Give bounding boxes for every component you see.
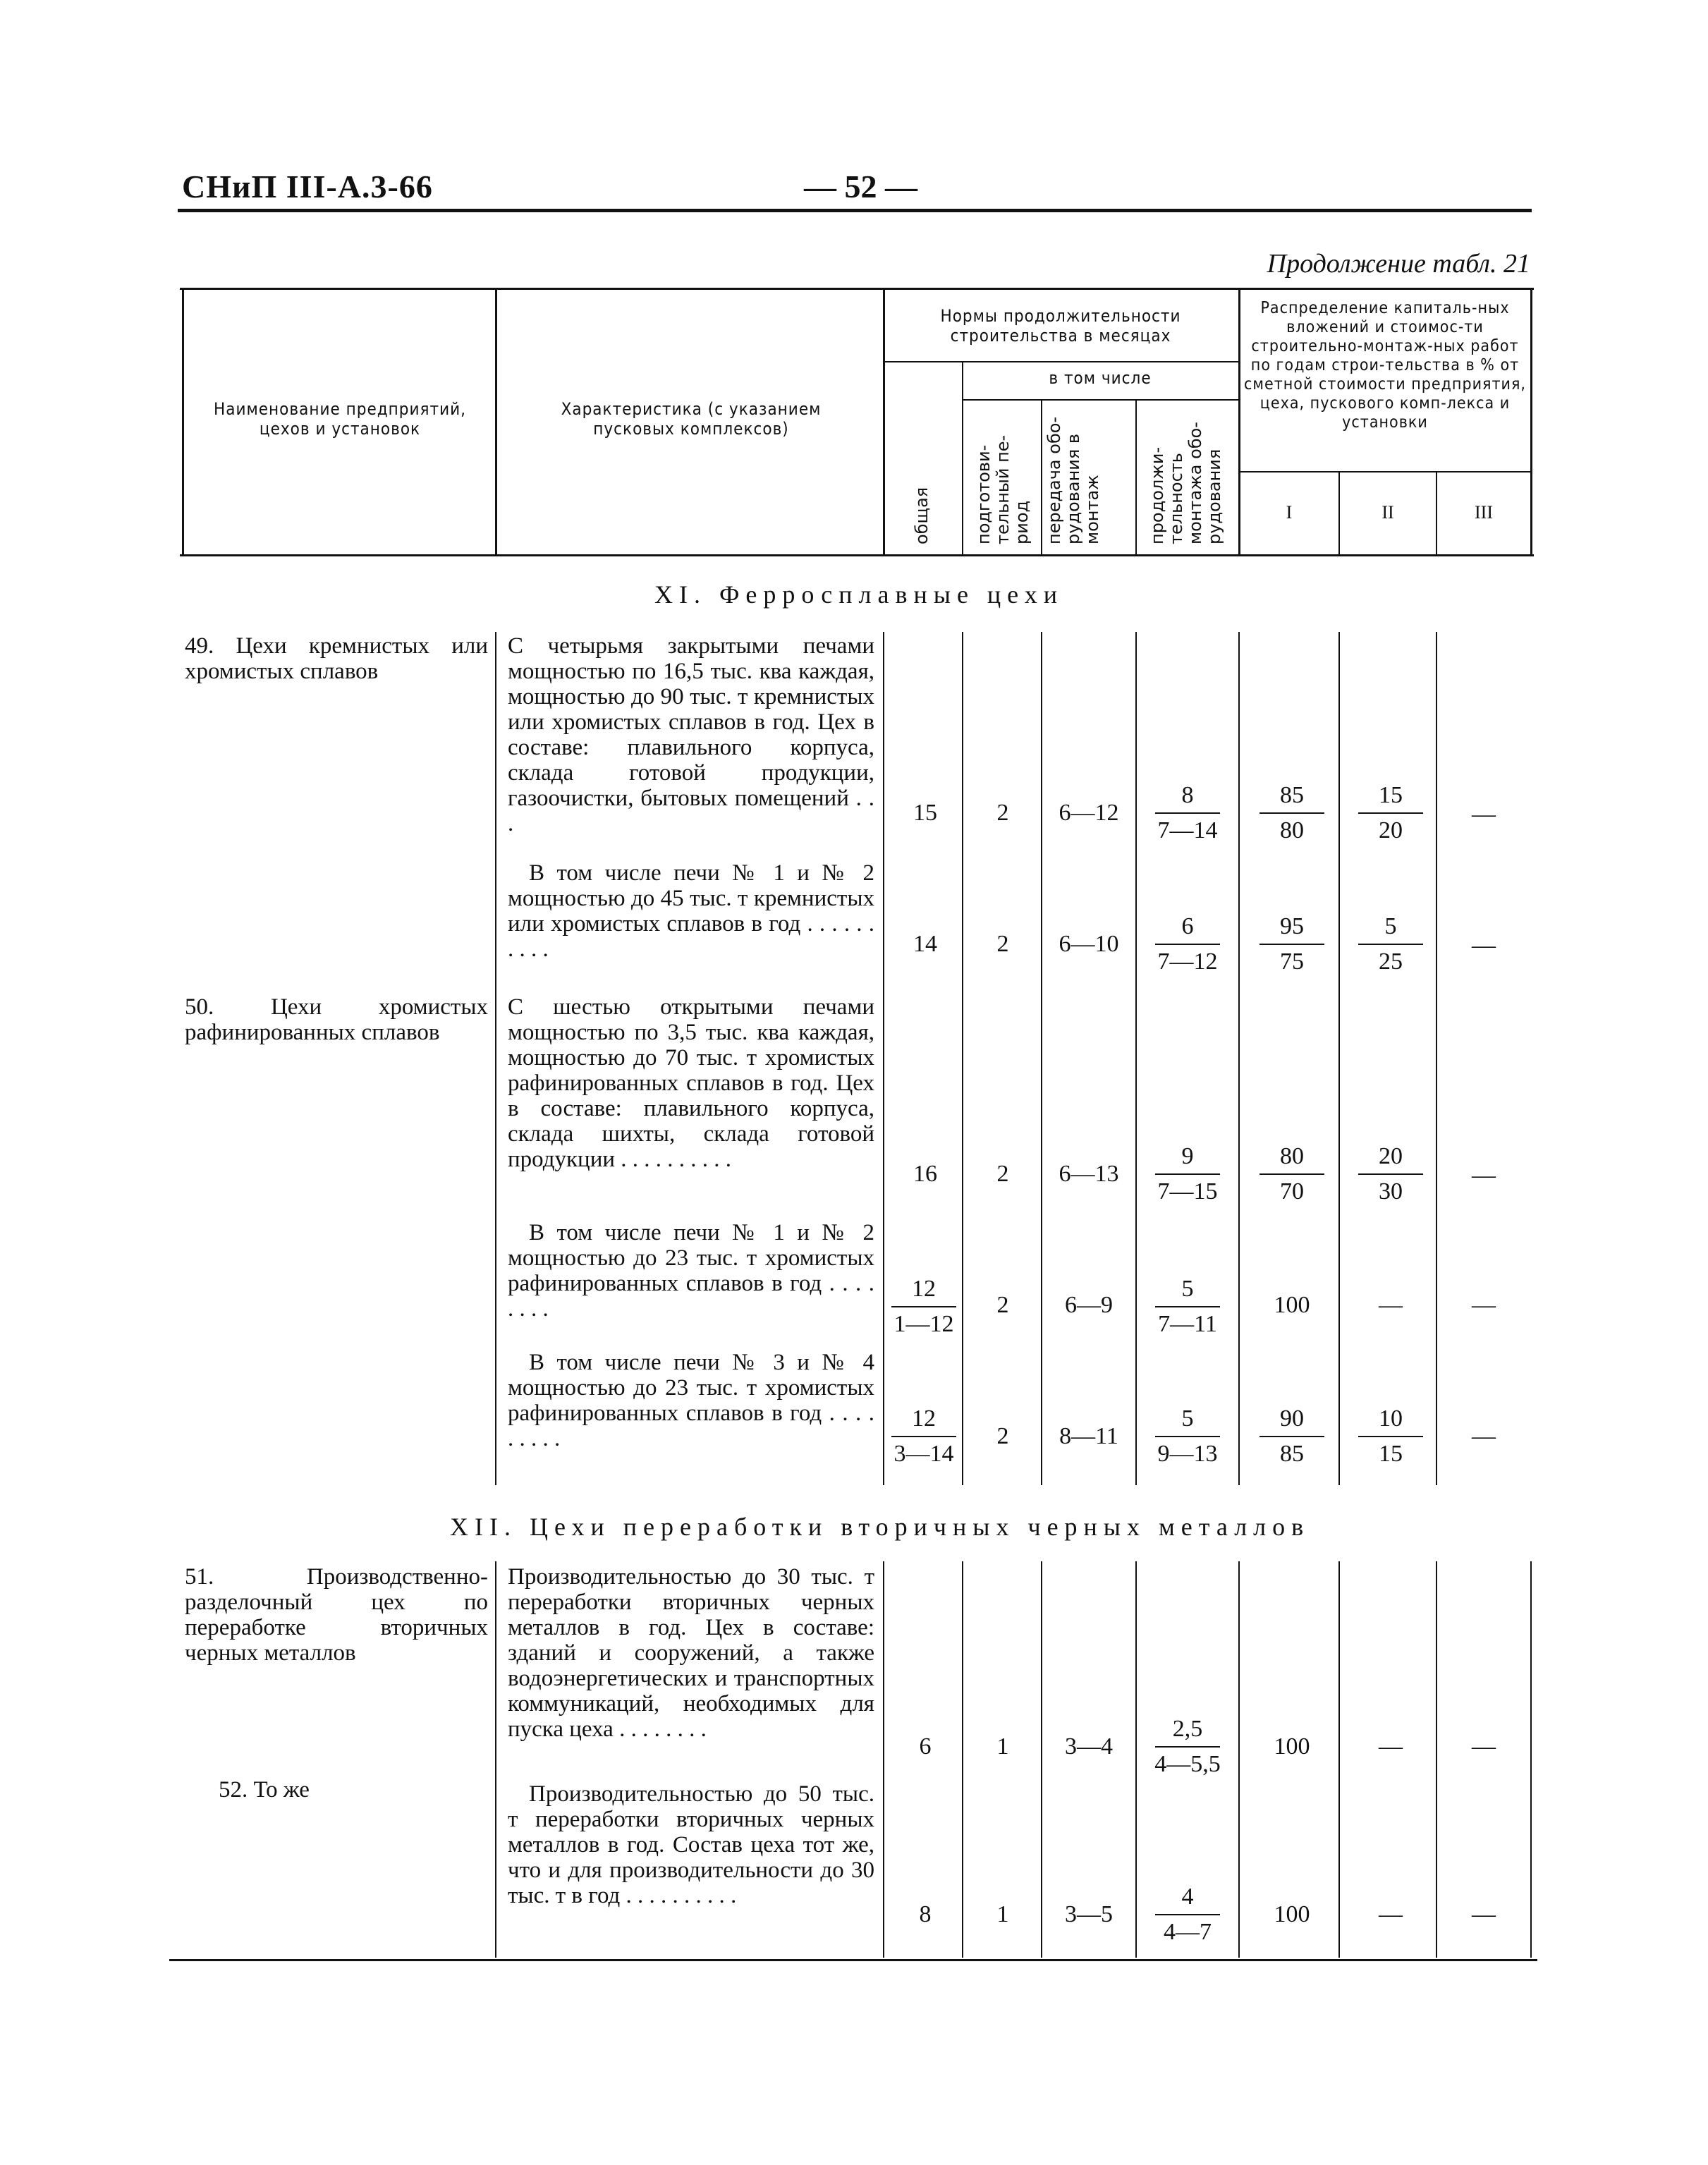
- fraction-bottom: 25: [1379, 949, 1403, 975]
- cell-duration: [1145, 1712, 1230, 1781]
- cell-year2: [1348, 910, 1433, 979]
- col-rule: [1436, 632, 1437, 1485]
- cell-duration: [1145, 910, 1230, 979]
- cell-prep: 1: [996, 1901, 1009, 1927]
- header-incl: в том числе: [1049, 368, 1152, 388]
- row-characteristic: В том числе печи № 1 и № 2 мощностью до 45 тыс. т кремнистых или хромистых сплавов в год . . . . . . . . . .: [508, 860, 874, 962]
- row-characteristic: С четырьмя закрытыми печами мощностью по 16,5 тыс. ква каждая, мощностью до 90 тыс. т кремнистых или хромистых сплавов в год. Цех в составе: плавильного корпуса, склада готовой продукции, газоочистки, бытовых помещений . . .: [508, 633, 874, 836]
- cell-prep: 2: [996, 800, 1009, 826]
- row-name: 50. Цехи хромистых рафинированных сплавов: [185, 994, 488, 1045]
- fraction-top: 2,5: [1155, 1712, 1220, 1748]
- fraction-top: 90: [1259, 1402, 1324, 1437]
- fraction-bottom: 7—12: [1157, 949, 1218, 975]
- header-col-prep: подготови-тельный пе-риод: [974, 434, 1032, 544]
- fraction-bottom: 70: [1280, 1178, 1304, 1205]
- fraction-top: 85: [1259, 779, 1324, 814]
- table-bottom-rule: [169, 1959, 1537, 1961]
- fraction-bottom: 15: [1379, 1441, 1403, 1467]
- cell-duration: [1145, 1880, 1230, 1949]
- cell-prep: 2: [996, 931, 1009, 957]
- fraction-bottom: 7—11: [1158, 1311, 1217, 1337]
- table-top-rule: [180, 288, 1534, 290]
- fraction-bottom: 85: [1280, 1441, 1304, 1467]
- col-rule: [1436, 1561, 1437, 1958]
- cell-transfer: 6—10: [1059, 931, 1119, 957]
- fraction-top: 80: [1259, 1140, 1324, 1175]
- fraction-bottom: 7—15: [1157, 1178, 1218, 1205]
- col-rule: [495, 1561, 496, 1958]
- cell-transfer: 6—13: [1059, 1161, 1119, 1187]
- cell-year3: —: [1472, 932, 1496, 958]
- cell-transfer: 8—11: [1059, 1423, 1118, 1449]
- row-characteristic: С шестью открытыми печами мощностью по 3,5 тыс. ква каждая, мощностью до 70 тыс. т хромистых рафинированных сплавов в год. Цех в составе: плавильного корпуса, склада шихты, склада готовой продукции . . . . . . . . . .: [508, 994, 874, 1172]
- header-col-name: Наименование предприятий, цехов и установок: [213, 399, 467, 439]
- col-divider-name: [495, 288, 497, 556]
- col-rule: [495, 632, 496, 1485]
- cell-year2: [1348, 779, 1433, 848]
- row-name: 49. Цехи кремнистых или хромистых сплавов: [185, 633, 488, 684]
- fraction-bottom: 30: [1379, 1178, 1403, 1205]
- header-col-transfer: передача обо-рудования в монтаж: [1044, 416, 1102, 544]
- incl-subheader-rule: [962, 399, 1238, 401]
- header-norms-title: Нормы продолжительности строительства в месяцах: [940, 306, 1181, 346]
- cell-year3: —: [1472, 1162, 1496, 1188]
- cell-prep: 2: [996, 1161, 1009, 1187]
- cell-prep: 2: [996, 1292, 1009, 1318]
- cell-year1: 100: [1274, 1901, 1310, 1927]
- header-year2: II: [1381, 502, 1394, 523]
- fraction-top: 4: [1155, 1880, 1220, 1915]
- cell-total: 14: [913, 931, 937, 957]
- cell-year2: —: [1379, 1901, 1403, 1927]
- cell-duration: [1145, 1402, 1230, 1471]
- header-col-characteristic: Характеристика (с указанием пусковых комплексов): [561, 399, 822, 439]
- fraction-bottom: 1—12: [893, 1311, 954, 1337]
- col-divider-char: [883, 288, 885, 556]
- row-name: 51. Производственно-разделочный цех по переработке вторичных черных металлов: [185, 1564, 488, 1666]
- col-rule: [962, 632, 963, 1485]
- header-year1: I: [1286, 502, 1293, 523]
- table-left-border: [182, 288, 184, 556]
- cell-total: [882, 1402, 966, 1471]
- distr-subheader-rule: [1238, 471, 1532, 472]
- cell-year1: 100: [1274, 1292, 1310, 1318]
- col-rule: [1135, 632, 1137, 1485]
- cell-year3: —: [1472, 1423, 1496, 1449]
- row-name: 52. То же: [219, 1777, 310, 1803]
- norms-subheader-rule: [883, 361, 1238, 362]
- cell-year1: [1250, 1402, 1334, 1471]
- cell-transfer: 3—4: [1065, 1733, 1113, 1760]
- cell-year2: [1348, 1402, 1433, 1471]
- cell-total: [882, 1272, 966, 1341]
- fraction-top: 15: [1358, 779, 1423, 814]
- cell-year2: —: [1379, 1733, 1403, 1760]
- header-year3: III: [1475, 502, 1493, 523]
- page-number: — 52 —: [804, 169, 917, 205]
- table-continuation-label: Продолжение табл. 21: [1267, 249, 1530, 279]
- fraction-bottom: 4—5,5: [1154, 1751, 1221, 1777]
- fraction-bottom: 3—14: [893, 1441, 954, 1467]
- row-characteristic: В том числе печи № 3 и № 4 мощностью до 23 тыс. т хромистых рафинированных сплавов в год . . . . . . . . .: [508, 1350, 874, 1451]
- cell-total: 6: [919, 1733, 932, 1760]
- cell-transfer: 3—5: [1065, 1901, 1113, 1927]
- fraction-top: 20: [1358, 1140, 1423, 1175]
- cell-total: 8: [919, 1901, 932, 1927]
- fraction-top: 12: [891, 1272, 956, 1307]
- fraction-bottom: 80: [1280, 817, 1304, 843]
- cell-prep: 2: [996, 1423, 1009, 1449]
- cell-total: 16: [913, 1161, 937, 1187]
- fraction-top: 95: [1259, 910, 1324, 945]
- header-rule: [178, 209, 1532, 212]
- fraction-bottom: 75: [1280, 949, 1304, 975]
- cell-year3: —: [1472, 1292, 1496, 1318]
- cell-year1: 100: [1274, 1733, 1310, 1760]
- cell-total: 15: [913, 800, 937, 826]
- fraction-bottom: 9—13: [1157, 1441, 1218, 1467]
- cell-duration: [1145, 1272, 1230, 1341]
- fraction-top: 8: [1155, 779, 1220, 814]
- header-col-duration: продолжи-тельность монтажа обо-рудования: [1147, 422, 1224, 544]
- cell-prep: 1: [996, 1733, 1009, 1760]
- cell-year3: —: [1472, 1901, 1496, 1927]
- fraction-top: 10: [1358, 1402, 1423, 1437]
- section-title-xii: XII. Цехи переработки вторичных черных металлов: [450, 1513, 1310, 1541]
- cell-year1: [1250, 779, 1334, 848]
- fraction-top: 6: [1155, 910, 1220, 945]
- col-rule: [1135, 1561, 1137, 1958]
- cell-year2: —: [1379, 1292, 1403, 1318]
- fraction-top: 5: [1358, 910, 1423, 945]
- col-divider-total: [962, 361, 963, 556]
- col-rule: [1041, 632, 1042, 1485]
- fraction-bottom: 7—14: [1157, 817, 1218, 843]
- fraction-bottom: 20: [1379, 817, 1403, 843]
- cell-transfer: 6—9: [1065, 1292, 1113, 1318]
- row-characteristic: Производительностью до 30 тыс. т переработки вторичных черных металлов в год. Цех в составе: зданий и сооружений, а также водоэнергетических и транспортных коммуникаций, необходимых для пуска цеха . . . . . . . .: [508, 1564, 874, 1742]
- table-header-bottom-rule: [180, 554, 1534, 556]
- section-title-xi: XI. Ферросплавные цехи: [654, 580, 1063, 609]
- cell-year3: —: [1472, 801, 1496, 827]
- cell-year3: —: [1472, 1733, 1496, 1760]
- header-col-total: общая: [912, 487, 932, 544]
- cell-duration: [1145, 1140, 1230, 1209]
- fraction-top: 5: [1155, 1402, 1220, 1437]
- fraction-top: 9: [1155, 1140, 1220, 1175]
- document-code: СНиП III-А.3-66: [182, 169, 433, 205]
- col-divider-prep: [1041, 399, 1042, 556]
- cell-year2: [1348, 1140, 1433, 1209]
- fraction-bottom: 4—7: [1164, 1919, 1212, 1945]
- col-rule: [1530, 1561, 1532, 1958]
- fraction-top: 12: [891, 1402, 956, 1437]
- col-rule: [1238, 1561, 1240, 1958]
- header-distr-title: Распределение капиталь-ных вложений и стоимос-ти строительно-монтаж-ных работ по годам строи-тельства в % от сметной стоимости предприятия, цеха, пускового комп-лекса и установки: [1244, 299, 1526, 432]
- col-divider-transfer: [1135, 399, 1137, 556]
- col-rule: [883, 632, 884, 1485]
- row-characteristic: Производительностью до 50 тыс. т переработки вторичных черных металлов в год. Состав цеха тот же, что и для производительности до 30 тыс. т в год . . . . . . . . . .: [508, 1781, 874, 1908]
- table-right-border: [1530, 288, 1532, 556]
- cell-year1: [1250, 910, 1334, 979]
- row-characteristic: В том числе печи № 1 и № 2 мощностью до 23 тыс. т хромистых рафинированных сплавов в год . . . . . . . .: [508, 1220, 874, 1322]
- cell-year1: [1250, 1140, 1334, 1209]
- cell-duration: [1145, 779, 1230, 848]
- col-rule: [1238, 632, 1240, 1485]
- col-rule: [1338, 632, 1340, 1485]
- cell-transfer: 6—12: [1059, 800, 1119, 826]
- fraction-top: 5: [1155, 1272, 1220, 1307]
- col-rule: [1338, 1561, 1340, 1958]
